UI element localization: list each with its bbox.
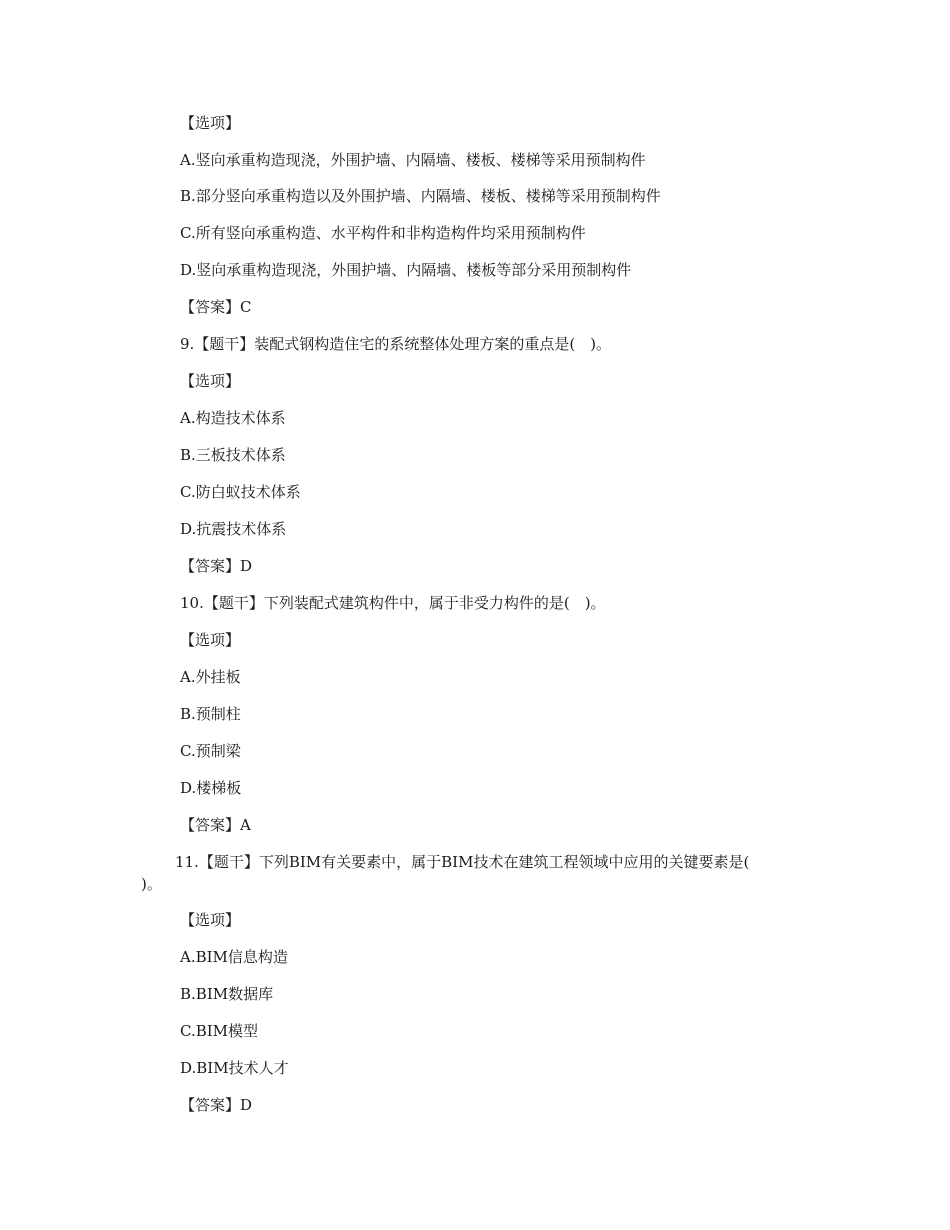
option-d: D.竖向承重构造现浇，外围护墙、内隔墙、楼板等部分采用预制构件 <box>180 261 632 279</box>
answer: 【答案】D <box>180 1096 253 1114</box>
option-b: B.BIM数据库 <box>180 985 274 1003</box>
option-a: A.外挂板 <box>180 668 241 686</box>
question-9: 9.【题干】装配式钢构造住宅的系统整体处理方案的重点是( )。 <box>180 335 612 353</box>
option-c: C.BIM模型 <box>180 1022 259 1040</box>
option-a: A.构造技术体系 <box>180 409 286 427</box>
option-b: B.三板技术体系 <box>180 446 286 464</box>
option-d: D.楼梯板 <box>180 779 242 797</box>
options-header: 【选项】 <box>180 911 241 929</box>
option-a: A.竖向承重构造现浇，外围护墙、内隔墙、楼板、楼梯等采用预制构件 <box>180 151 646 169</box>
option-a: A.BIM信息构造 <box>180 948 288 966</box>
option-b: B.预制柱 <box>180 705 241 723</box>
answer: 【答案】D <box>180 557 253 575</box>
options-header: 【选项】 <box>180 114 241 132</box>
answer: 【答案】C <box>180 298 252 316</box>
option-c: C.预制梁 <box>180 742 241 760</box>
option-d: D.BIM技术人才 <box>180 1059 289 1077</box>
option-d: D.抗震技术体系 <box>180 520 287 538</box>
question-10: 10.【题干】下列装配式建筑构件中，属于非受力构件的是( )。 <box>180 594 606 612</box>
option-c: C.防白蚁技术体系 <box>180 483 301 501</box>
option-b: B.部分竖向承重构造以及外围护墙、内隔墙、楼板、楼梯等采用预制构件 <box>180 187 661 205</box>
question-11-continuation: )。 <box>141 875 162 893</box>
options-header: 【选项】 <box>180 631 241 649</box>
answer: 【答案】A <box>180 816 251 834</box>
question-11: 11.【题干】下列BIM有关要素中，属于BIM技术在建筑工程领域中应用的关键要素是( <box>175 853 750 871</box>
options-header: 【选项】 <box>180 372 241 390</box>
option-c: C.所有竖向承重构造、水平构件和非构造构件均采用预制构件 <box>180 224 586 242</box>
